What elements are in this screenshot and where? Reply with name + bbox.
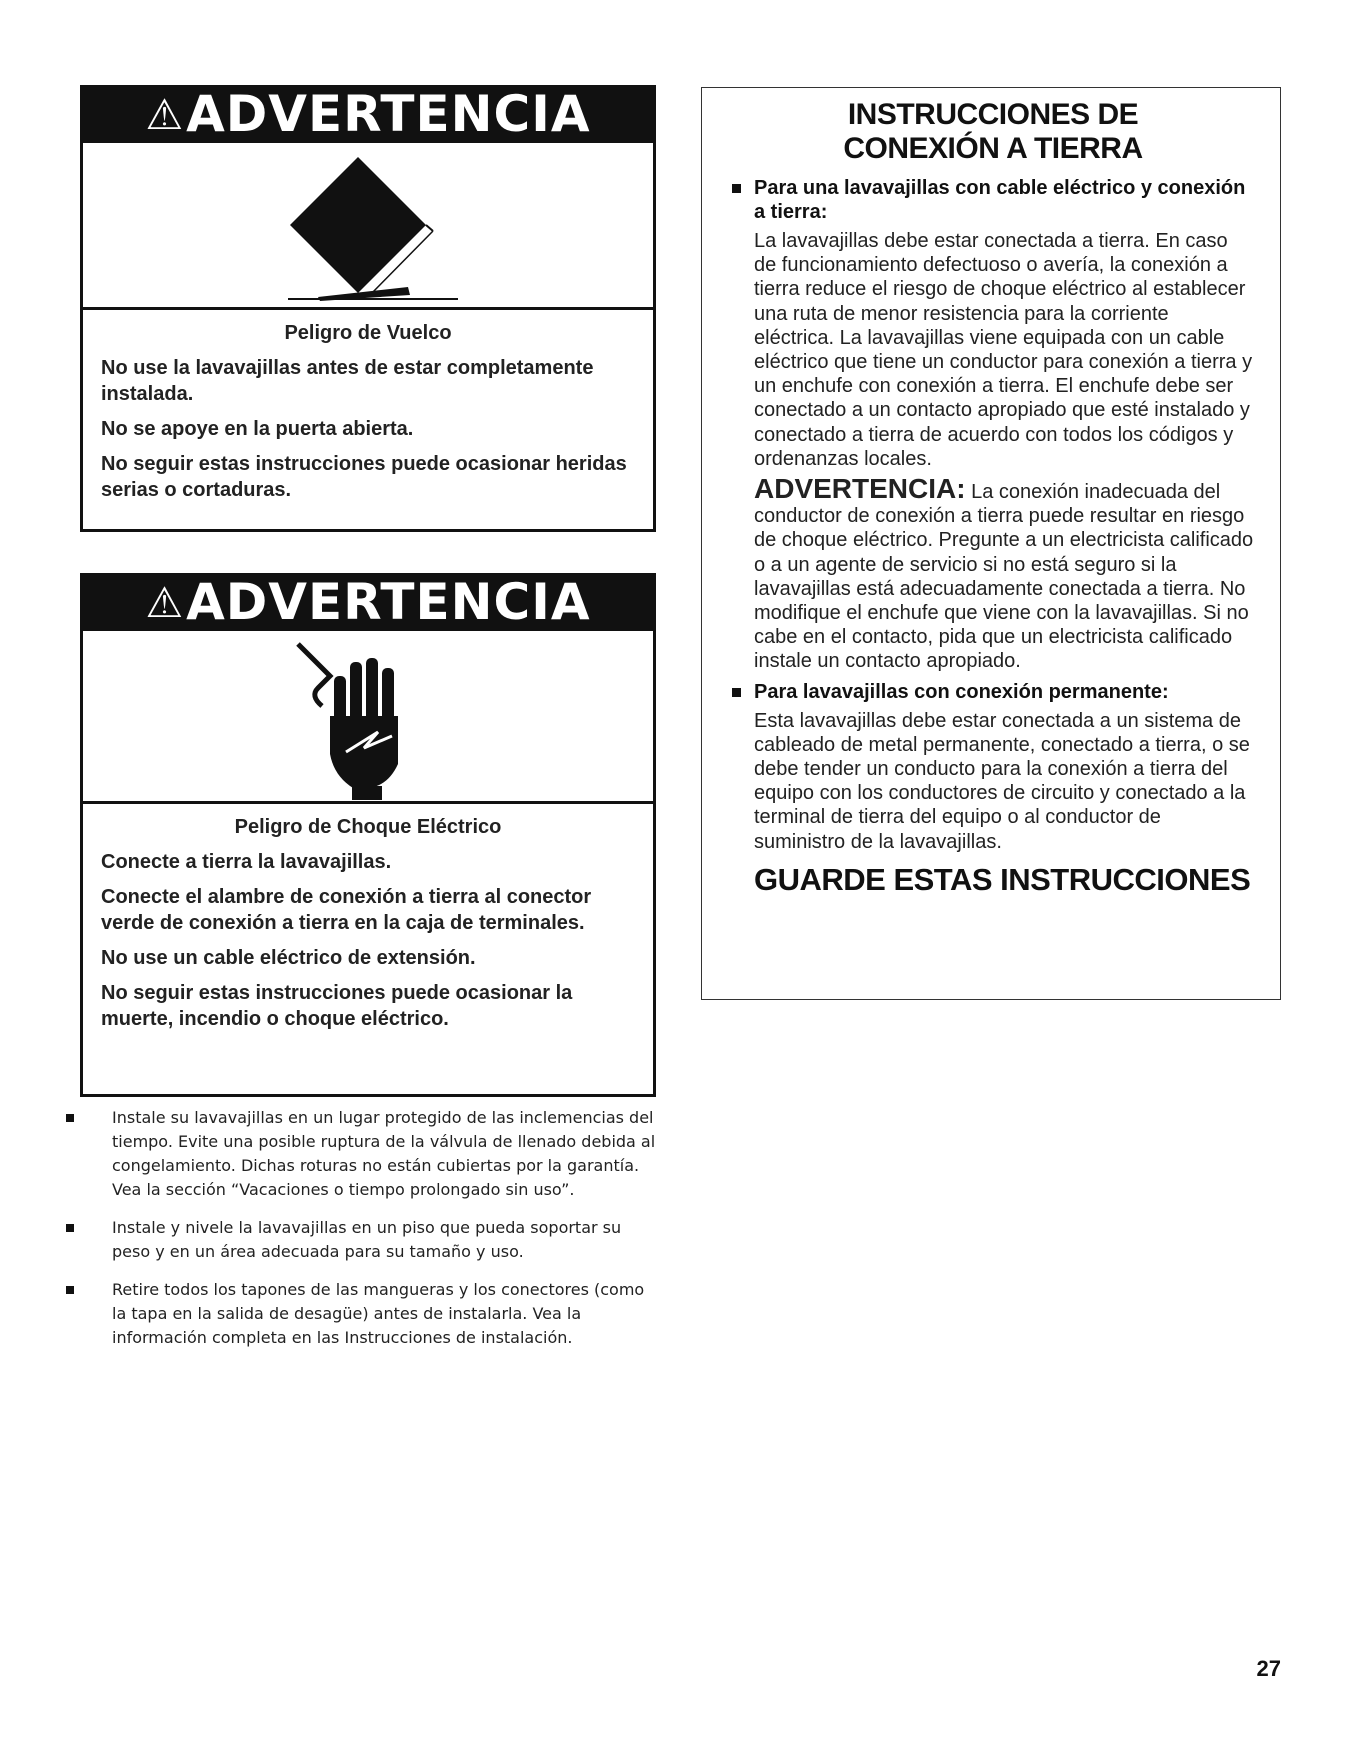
bullet-icon [66,1286,74,1294]
hazard-subtitle: Peligro de Vuelco [284,322,452,344]
note-text: Retire todos los tapones de las mangueras y los conectores (como la tapa en la salida de desagüe) antes de instalarla. Vea la información completa en las Instrucciones de instalación. [112,1280,645,1347]
warning-word: ADVERTENCIA: [754,473,966,505]
warning-heading: ADVERTENCIA [186,85,591,143]
warning-line: No se apoye en la puerta abierta. [101,418,414,440]
section-heading: Para lavavajillas con conexión permanente: [754,680,1169,703]
warning-text: La conexión inadecuada del conductor de conexión a tierra puede resultar en riesgo de choque eléctrico. Pregunte a un electricista calificado o a un agente de servicio si no está seguro si la lavavajillas está adecuadamente conectada a tierra. No modifique el enchufe que viene con la lavavajillas. Si no cabe en el contacto, pida que un electricista calificado instale un contacto apropiado. [754,481,1254,673]
permanent-section [732,680,1254,898]
hazard-subtitle: Peligro de Choque Eléctrico [234,816,502,838]
list-item [62,1278,662,1350]
tip-over-hazard-icon [258,147,478,307]
bullet-icon [732,688,741,697]
grounding-warning-paragraph [754,473,1254,674]
bullet-icon [732,184,741,193]
warning-heading: ADVERTENCIA [186,573,591,631]
list-item [62,1106,662,1202]
bullet-icon [66,1224,74,1232]
grounding-title [732,98,1254,166]
title-line: INSTRUCCIONES DE [847,98,1139,131]
warning-triangle-icon: ⚠ [145,89,185,139]
section-text: La lavavajillas debe estar conectada a tierra. En caso de funcionamiento defectuoso o avería, la conexión a tierra reduce el riesgo de choque eléctrico al establecer una ruta de menor resistencia para la corriente eléctrica. La lavavajillas viene equipada con un cable eléctrico que tiene un conductor para conexión a tierra y un enchufe con conexión a tierra. El enchufe debe ser conectado a un contacto apropiado que esté instalado y conectado a tierra de acuerdo con todos los códigos y ordenanzas locales. [754,230,1253,470]
section-text: Esta lavavajillas debe estar conectada a un sistema de cableado de metal permanente, conectado a tierra, o se debe tender un conducto para la conexión a tierra del equipo con los conductores de circuito y conectado a la terminal de tierra del equipo o al conductor de suministro de la lavavajillas. [754,709,1250,853]
electric-shock-warning-box [80,573,656,1097]
warning-line: No use la lavavajillas antes de estar completamente instalada. [101,357,594,405]
list-item [62,1216,662,1264]
warning-line: No seguir estas instrucciones puede ocasionar heridas serias o cortaduras. [101,453,627,501]
grounding-instructions-box [701,87,1281,1000]
warning-line: No use un cable eléctrico de extensión. [101,947,476,969]
warning-line: No seguir estas instrucciones puede ocasionar la muerte, incendio o choque eléctrico. [101,982,573,1030]
tip-over-illustration [83,143,653,310]
page-number: 27 [1256,1656,1281,1681]
electric-shock-hazard-icon [268,636,468,801]
warning-header [80,573,656,631]
warning-line: Conecte el alambre de conexión a tierra al conector verde de conexión a tierra en la caja de terminales. [101,886,592,934]
installation-notes [62,1106,662,1364]
title-line: CONEXIÓN A TIERRA [843,132,1143,165]
bullet-icon [66,1114,74,1122]
warning-triangle-icon: ⚠ [145,577,185,627]
tip-over-warning-box [80,85,656,532]
save-instructions-heading: GUARDE ESTAS INSTRUCCIONES [754,861,1251,897]
note-text: Instale su lavavajillas en un lugar protegido de las inclemencias del tiempo. Evite una posible ruptura de la válvula de llenado debida al congelamiento. Dichas roturas no están cubiertas por la garantía. Vea la sección “Vacaciones o tiempo prolongado sin uso”. [112,1108,656,1199]
shock-illustration [83,631,653,804]
note-text: Instale y nivele la lavavajillas en un piso que pueda soportar su peso y en un área adecuada para su tamaño y uso. [112,1218,622,1261]
warning-line: Conecte a tierra la lavavajillas. [101,851,392,873]
corded-section [732,176,1254,674]
section-heading: Para una lavavajillas con cable eléctrico y conexión a tierra: [754,177,1246,223]
warning-header [80,85,656,143]
